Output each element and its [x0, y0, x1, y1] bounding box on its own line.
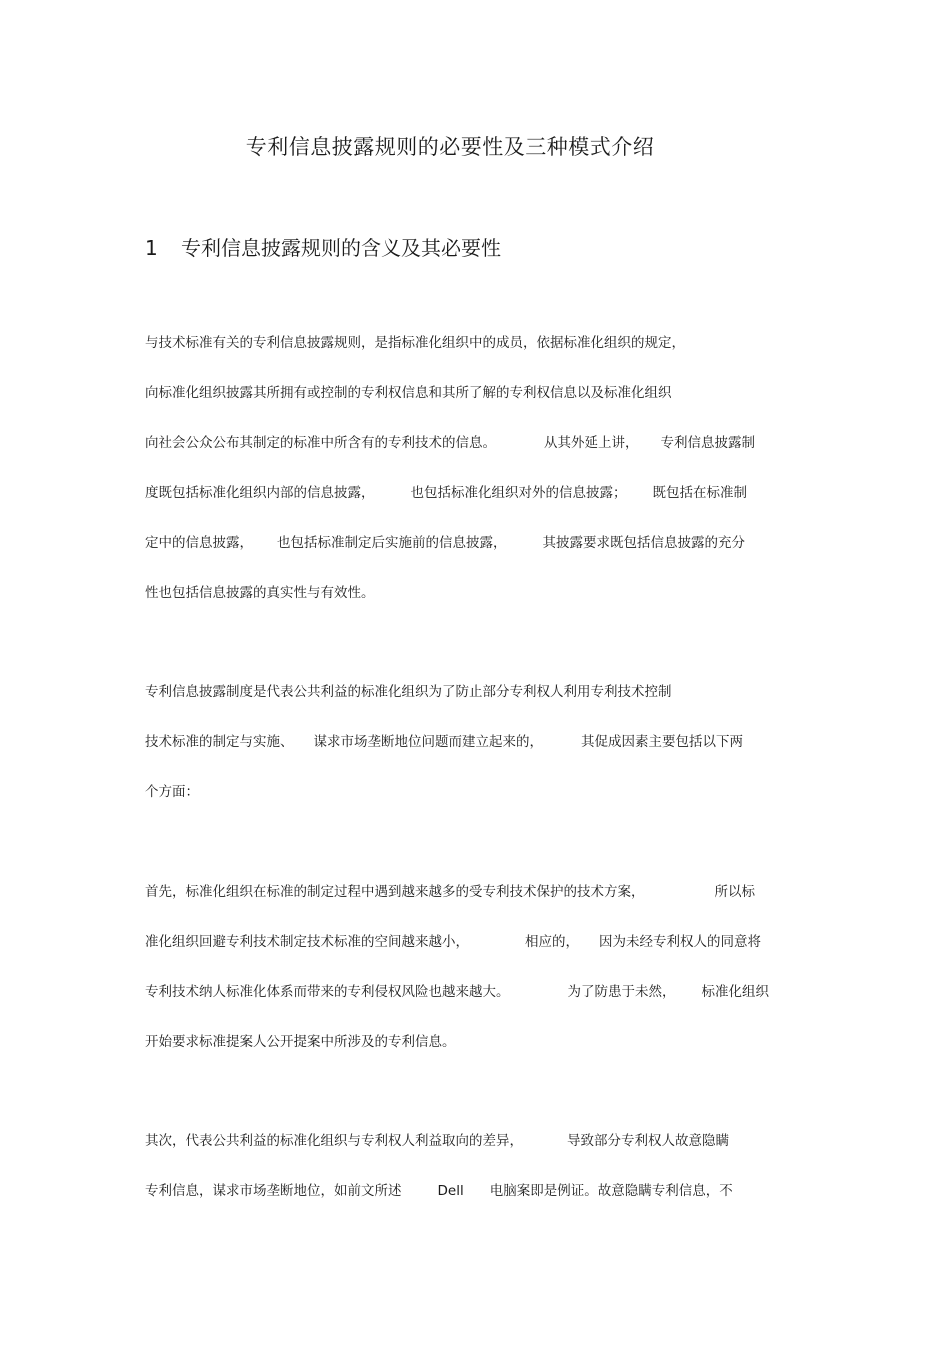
paragraph-line: [145, 1132, 729, 1150]
text-run: 向社会公众公布其制定的标准中所含有的专利技术的信息。: [145, 435, 496, 451]
text-run: 个方面：: [145, 784, 199, 800]
text-run: 开始要求标准提案人公开提案中所涉及的专利信息。: [145, 1034, 456, 1050]
paragraph-line: [145, 334, 685, 352]
text-run: 与技术标准有关的专利信息披露规则，是指标准化组织中的成员，依据标准化组织的规定，: [145, 335, 685, 351]
text-run: 谋求市场垄断地位问题而建立起来的，: [313, 734, 543, 750]
paragraph-line: [145, 783, 199, 801]
paragraph-line: [145, 883, 755, 901]
paragraph-line: [145, 484, 747, 502]
paragraph-line: [145, 434, 755, 452]
text-run: 导致部分专利权人故意隐瞒: [567, 1133, 729, 1149]
paragraph-line: [145, 683, 672, 701]
text-run: 其披露要求既包括信息披露的充分: [542, 535, 745, 551]
paragraph-line: [145, 983, 769, 1001]
text-run: 标准化组织: [701, 984, 769, 1000]
text-run: 电脑案即是例证。故意隐瞒专利信息，不: [489, 1183, 733, 1199]
text-run: 专利技术纳人标准化体系而带来的专利侵权风险也越来越大。: [145, 984, 510, 1000]
document-title: 专利信息披露规则的必要性及三种模式介绍: [245, 135, 655, 159]
text-run: 也包括标准制定后实施前的信息披露，: [277, 535, 507, 551]
text-run: 专利信息披露制度是代表公共利益的标准化组织为了防止部分专利权人利用专利技术控制: [145, 684, 672, 700]
paragraph-line: [145, 1182, 733, 1200]
text-run: 定中的信息披露，: [145, 535, 253, 551]
text-run: 向标准化组织披露其所拥有或控制的专利权信息和其所了解的专利权信息以及标准化组织: [145, 385, 672, 401]
section-number: 1: [145, 236, 158, 260]
text-run: 所以标: [714, 884, 755, 900]
text-run: 专利信息，谋求市场垄断地位，如前文所述: [145, 1183, 402, 1199]
text-run: 也包括标准化组织对外的信息披露；: [410, 485, 627, 501]
text-run: Dell: [437, 1183, 464, 1199]
text-run: 从其外延上讲，: [544, 435, 639, 451]
section-heading-text: 专利信息披露规则的含义及其必要性: [181, 236, 501, 260]
text-run: 其促成因素主要包括以下两: [581, 734, 743, 750]
paragraph-line: [145, 1033, 456, 1051]
text-run: 准化组织回避专利技术制定技术标准的空间越来越小，: [145, 934, 469, 950]
text-run: 其次，代表公共利益的标准化组织与专利权人利益取向的差异，: [145, 1133, 523, 1149]
text-run: 首先，标准化组织在标准的制定过程中遇到越来越多的受专利技术保护的技术方案，: [145, 884, 645, 900]
paragraph-line: [145, 584, 375, 602]
paragraph-line: [145, 384, 672, 402]
text-run: 专利信息披露制: [660, 435, 755, 451]
paragraph-line: [145, 733, 743, 751]
text-run: 既包括在标准制: [652, 485, 747, 501]
text-run: 度既包括标准化组织内部的信息披露，: [145, 485, 375, 501]
text-run: 为了防患于未然，: [567, 984, 676, 1000]
paragraph-line: [145, 933, 761, 951]
section-heading: [145, 232, 501, 261]
text-run: 技术标准的制定与实施、: [145, 734, 294, 750]
text-run: 因为未经专利权人的同意将: [599, 934, 761, 950]
paragraph-line: [145, 534, 745, 552]
text-run: 相应的，: [525, 934, 579, 950]
text-run: 性也包括信息披露的真实性与有效性。: [145, 585, 375, 601]
